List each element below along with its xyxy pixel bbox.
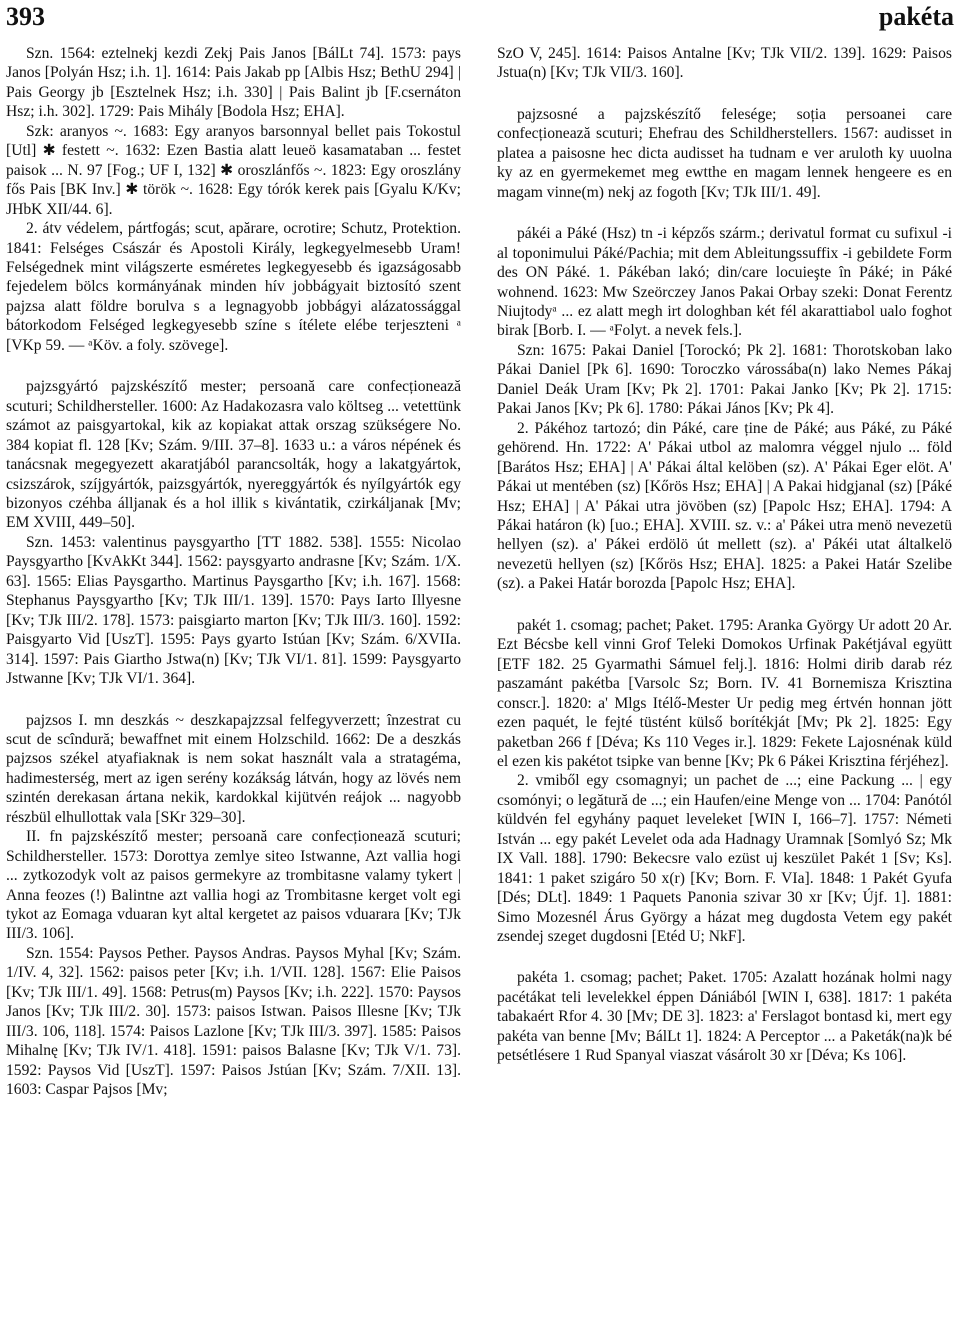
page-number: 393 (6, 2, 45, 31)
page-header (6, 0, 954, 40)
dictionary-entry: pajzsos I. mn deszkás ~ deszkapajzzsal felfegyverzett; înzestrat cu scut de scîndură; bewaffnet mit einem Holzschild. 1662: De a deszkás pajzsos székel atyafiaknak is nem sokat használt vala a stratagéma, hadimesterség, mert az igen serény kozákság látván, hogy az lövés nem szintén derekasan ártana nekik, kardokkal kijütvén reájok ... nagyobb részbül elhullottak vala [SKr 329–30]. (6, 711, 461, 826)
entry-paragraph: Szn: 1675: Pakai Daniel [Torockó; Pk 2]. 1681: Thorotskoban lako Pákai Daniel [Pk 6]. 1690: Toroczko várossába(n) lako Nemes Pákaj Daniel Deák Uram [Kv; Pk 2]. 1701: Pakai Janko [Kv; Pk 2]. 1715: Pakai Janos [Kv; Pk 6]. 1780: Pákai János [Kv; Pk 4]. (497, 341, 952, 418)
entry-paragraph: II. fn pajzskészítő mester; persoană care confecționează scuturi; Schildhersteller. 1573: Dorottya zemlye siteo Istwanne, Azt vallia hogi ... zytkozodyk volt az paisos germekyre az trombitasne valamy tykert | Anna feozes (!) Balintne azt vallia hogi az Trombitasne kerget volt egi tykot az Eomaga vduaran kyt altal kergetet az paisos vduarara [Kv; TJk III/3. 106]. (6, 828, 461, 943)
entry-paragraph: 2. átv védelem, pártfogás; scut, apărare, ocrotire; Schutz, Protektion. 1841: Felséges Császár és Apostoli Király, legkegyelmesebb Uram! Felségednek mint világszerte esméretes legkegyesebb és igazságosabb fejedelem bölcs kormányának minden hív jobbágyait biztosító szent pajzsa alatt földre borulva s a legnagyobb jobbágyi alázatossággal bátorkodom Felséged legkegyesebb színe s ítélete elébe terjeszteni ᵃ [VKp 59. — ᵃKöv. a foly. szövege]. (6, 220, 461, 354)
running-head: pakéta (878, 2, 954, 31)
entry-paragraph: Szn. 1554: Paysos Pether. Paysos Andras. Paysos Myhal [Kv; Szám. 1/IV. 4, 32]. 1562: paisos peter [Kv; i.h. 1/VII. 128]. 1567: Elie Paisos [Kv; TJk III/1. 49]. 1568: Petrus(m) Paysos [Kv; i.h. 222]. 1570: Paysos Janos [Kv; TJk III/2. 30]. 1573: paisos Istwan. Paisos Illesne [Kv; TJk III/3. 106, 118]. 1574: Paisos Lazlone [Kv; TJk III/3. 397]. 1585: Paisos Mihalnę [Kv; TJk IV/1. 418]. 1591: paisos Balasne [Kv; TJk V/1. 73]. 1592: Paysos Vid [UszT]. 1597: Paisos Jstúan [Kv; Szám. 7/XII. 13]. 1603: Caspar Pajsos [Mv; (6, 944, 461, 1099)
entry-paragraph: Szk: aranyos ~. 1683: Egy aranyos barsonnyal bellet pais Tokostul [Utl] ✱ festett ~. 1632: Ezen Bastia alatt leueö kasamataban ... festet paisok ... N. 97 [Fog.; UF I, 132] ✱ oroszlánfős ~. 1823: Egy oroszlány fős Pais [BK Inv.] ✱ török ~. 1628: Egy tórók kerek pais [Gyalu K/Kv; JHbK XII/44. 6]. (6, 122, 461, 218)
left-column (6, 44, 461, 1100)
entry-paragraph: SzO V, 245]. 1614: Paisos Antalne [Kv; TJk VII/2. 139]. 1629: Paisos Jstua(n) [Kv; TJk VII/3. 160]. (497, 45, 952, 82)
dictionary-entry: pákéi a Páké (Hsz) tn -i képzős szárm.; derivatul format cu sufixul -i al toponimului Páké/Pachia; mit dem Ableitungssuffix -i gebildete Form des ON Páké. 1. Pákéban lakó; din/care locuieşte în Páké; in Páké wohnend. 1623: Mw Szeörczey Janos Pakai Orbay szeki: Donat Ferentz Niujtodyᵃ ... ez alatt megh irt dologhban két fél akarattiabol ualo foghot birak [Borb. I. — ᵃFolyt. a nevek fels.]. (497, 225, 952, 340)
dictionary-entry: pajzsgyártó pajzskészítő mester; persoană care confecționează scuturi; Schildhersteller. 1600: Az Hadakozasra valo költseg ... vetettünk számot az paisgyartokal, kik az kopiakat attak orszag szükségere No. 384 kopiat fl. 128 [Kv; Szám. 9/III. 37–8]. 1633 u.: a város népének és tanácsnak megegyezett akaratjából parancsolták, hogy a lakatgyártok, csizszárok, szíjgyártók, paizsgyártók, nyereggyártók és nyílgyártók egy bizonyos czéhba álljanak és a hol illik s kivántatik, czirkáljanak [Mv; EM XVIII, 449–50]. (6, 378, 461, 532)
right-column (497, 44, 952, 1066)
entry-paragraph: 2. vmiből egy csomagnyi; un pachet de ...; eine Packung ... | egy csomónyi; o legătură de ...; ein Haufen/eine Menge von ... 1704: Panótól küldvén fel egyhány paquet leveleket [WIN I, 166–7]. 1757: Németi István ... egy pakét Levelet oda ada Hadnagy Uramnak [Somlyó Sz; Mk IX Vall. 188]. 1790: Bekecsre valo ezüst uj keszület Pakét 1 [Sv; Ks]. 1841: 1 paket szigáro 50 x(r) [Kv; Born. F. VIa]. 1848: 1 Pakét Gyufa [Dés; DLt]. 1849: 1 Paquets Panonia szivar 30 xr [Kv; Újf. 1]. 1881: Simo Mozesnél Árus György a házat meg dugdosta Vetem egy pakét zsendej szeget dugdosni [Etéd U; NkF]. (497, 772, 952, 946)
dictionary-entry: pakéta 1. csomag; pachet; Paket. 1705: Azalatt hozának holmi nagy pacétákat teli levelekkel éppen Dániából [WIN I, 638]. 1817: 1 pakéta tabakaért Rfor 4. 30 [Mv; DE 3]. 1823: a' Ferslagot bontasd ki, mert egy pakéta van benne [Mv; BálLt 1]. 1824: A Perceptor ... a Paketák(na)k bé petsétlésere 1 Rud Spanyal viaszat vásárolt 30 xr [Déva; Ks 106]. (497, 969, 952, 1065)
entry-paragraph: Szn. 1564: eztelnekj kezdi Zekj Pais Janos [BálLt 74]. 1573: pays Janos [Polyán Hsz; i.h. 1]. 1614: Pais Jakab pp [Albis Hsz; BethU 294] | Pais Georgy jb [Esztelnek Hsz; i.h. 330] | Pais Balint jb [F.csernáton Hsz; i.h. 302]. 1729: Pais Mihály [Bodola Hsz; EHA]. (6, 45, 461, 121)
entry-paragraph: 2. Pákéhoz tartozó; din Páké, care ține de Páké; aus Páké, zu Páké gehörend. Hn. 1722: A' Pákai utbol az malomra véggel njulo ... föld [Barátos Hsz; EHA] | A' Pákai által kelöben (sz). A' Pákai Eger elöt. A' Pákai ut mentében (sz) [Kőrös Hsz; EHA] | A Pakai hidgjanal (sz) [Páké Hsz; EHA] | A' Pákai utra jövöben (sz) [Papolc Hsz; EHA]. 1794: A Pákai határon (k) [uo.; EHA]. XVIII. sz. v.: a' Pákei utra menö nevezetü hellyen (sz). a' Pákei erdölö út mellett (sz). a' Pákéi utat általkelö nevezetü hellyen (sz) [Kőrös Hsz; EHA]. 1825: a Pakei Határ Szelibe (sz). a Pakei Határ borozda [Papolc Hsz; EHA]. (497, 419, 952, 593)
entry-paragraph: Szn. 1453: valentinus paysgyartho [TT 1882. 538]. 1555: Nicolao Paysgyartho [KvAkKt 344]. 1562: paysgyarto andrasne [Kv; Szám. 1/X. 63]. 1565: Elias Paysgartho. Martinus Paysgartho [Kv; i.h. 167]. 1568: Stephanus Paysgyartho [Kv; TJk III/1. 139]. 1570: Pays Iarto Illyesne [Kv; TJk III/2. 178]. 1573: paisgiarto marton [Kv; TJk III/3. 160]. 1592: Paisgyarto Vid [UszT]. 1595: Pays gyarto Istúan [Kv; Szám. 6/XVIIa. 314]. 1597: Pais Giartho Jstwa(n) [Kv; TJk VI/1. 81]. 1599: Paysgyarto Jstwanne [Kv; TJk VI/1. 364]. (6, 533, 461, 688)
dictionary-entry: pakét 1. csomag; pachet; Paket. 1795: Aranka György Ur adott 20 Ar. Ezt Bécsbe kell vinni Grof Teleki Domokos Urfinak Pakétjával együtt [ETF 182. 25 Gyarmathi Sámuel felj.]. 1816: Holmi dirib darab réz paszamánt pakétba [Varsolc Sz; Born. IV. 41 Bornemisza Krisztina conscr.]. 1820: a' Mlgs Itélő-Mester Ur pedig meg értvén honnan jött ezen paquét, le fejté tüstént külső borítékját [Mv; Pk 2]. 1825: Egy paketban 266 f [Déva; Ks 110 Veges ir.]. 1829: Fekete Lajosnénak küld el ezen kis pakétot tsipke van benne [Kv; Pk 6 Pákei Krisztina férjéhez]. (497, 616, 952, 770)
dictionary-entry: pajzsosné a pajzskészítő felesége; soția persoanei care confecționează scuturi; Ehefrau des Schildherstellers. 1567: audisset in platea a paisosne hec dicta audisset ha tudnam e ver aruloth ky uuolna ky az en gyermekemet meg ewtthe en magam lennek hengeere es en magam vinne(m) nekj az fogoth [Kv; TJk III/1. 49]. (497, 105, 952, 201)
